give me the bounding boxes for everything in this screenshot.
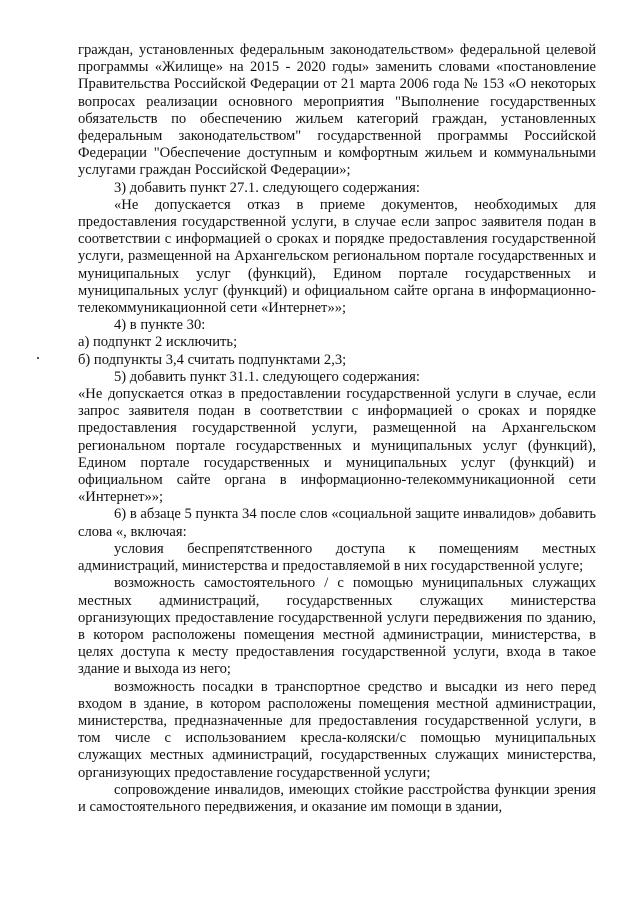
paragraph-item-6: 6) в абзаце 5 пункта 34 после слов «социальной защите инвалидов» добавить слова «, включая: [78, 506, 596, 540]
paragraph-item-5-text: «Не допускается отказ в предоставлении государственной услуги в случае, если запрос заявителя подан в соответствии с информацией о сроках и порядке предоставления государственной услуги, размещенной на Архангельском региональном портале государственных и муниципальных услуг (функций), Едином портале государственных и муниципальных услуг (функций) и официальном сайте органа в информационно-телекоммуникационной сети «Интернет»»; [78, 386, 596, 506]
paragraph-item-3-text: «Не допускается отказ в приеме документов, необходимых для предоставления государственной услуги, в случае если запрос заявителя подан в соответствии с информацией о сроках и порядке предоставления государственной услуги, размещенной на Архангельском региональном портале государственных и муниципальных услуг (функций), Едином портале государственных и муниципальных услуг (функций) и официальном сайте органа в информационно-телекоммуникационной сети «Интернет»»; [78, 196, 596, 317]
paragraph-conditions: условия беспрепятственного доступа к помещениям местных администраций, министерства и предоставляемой в них государственной услуге; [78, 540, 596, 575]
paragraph-escort: сопровождение инвалидов, имеющих стойкие расстройства функции зрения и самостоятельного передвижения, и оказание им помощи в здании, [78, 781, 596, 815]
scan-mark [37, 357, 39, 359]
paragraph-movement: возможность самостоятельного / с помощью муниципальных служащих местных администраций, государственных служащих министерства организующих предоставление государственной услуги передвижения по зданию, в котором расположены помещения местной администрации, министерства, в целях доступа к месту предоставления государственной услуги, входа в такое здание и выхода из него; [78, 575, 596, 678]
paragraph-item-4a: а) подпункт 2 исключить; [78, 334, 238, 351]
paragraph-continuation: граждан, установленных федеральным законодательством» федеральной целевой программы «Жилище» на 2015 - 2020 годы» заменить словами «постановление Правительства Российской Федерации от 21 марта 2006 года № 153 «О некоторых вопросах реализации основного мероприятия "Выполнение государственных обязательств по обеспечению жильем категорий граждан, установленных федеральным законодательством" государственной программы Российской Федерации "Обеспечение доступным и комфортным жильем и коммунальными услугами граждан Российской Федерации»; [78, 42, 596, 179]
paragraph-item-5: 5) добавить пункт 31.1. следующего содержания: [114, 368, 420, 385]
paragraph-item-4: 4) в пункте 30: [114, 317, 206, 334]
paragraph-item-4b: б) подпункты 3,4 считать подпунктами 2,3; [78, 351, 347, 368]
paragraph-boarding: возможность посадки в транспортное средство и высадки из него перед входом в здание, в котором расположены помещения местной администрации, министерства, предназначенные для предоставления государственной услуги, в том числе с использованием кресла-коляски/с помощью муниципальных служащих местных администраций, государственных служащих министерства, организующих предоставление государственной услуги; [78, 678, 596, 781]
paragraph-item-3: 3) добавить пункт 27.1. следующего содержания: [114, 179, 420, 196]
